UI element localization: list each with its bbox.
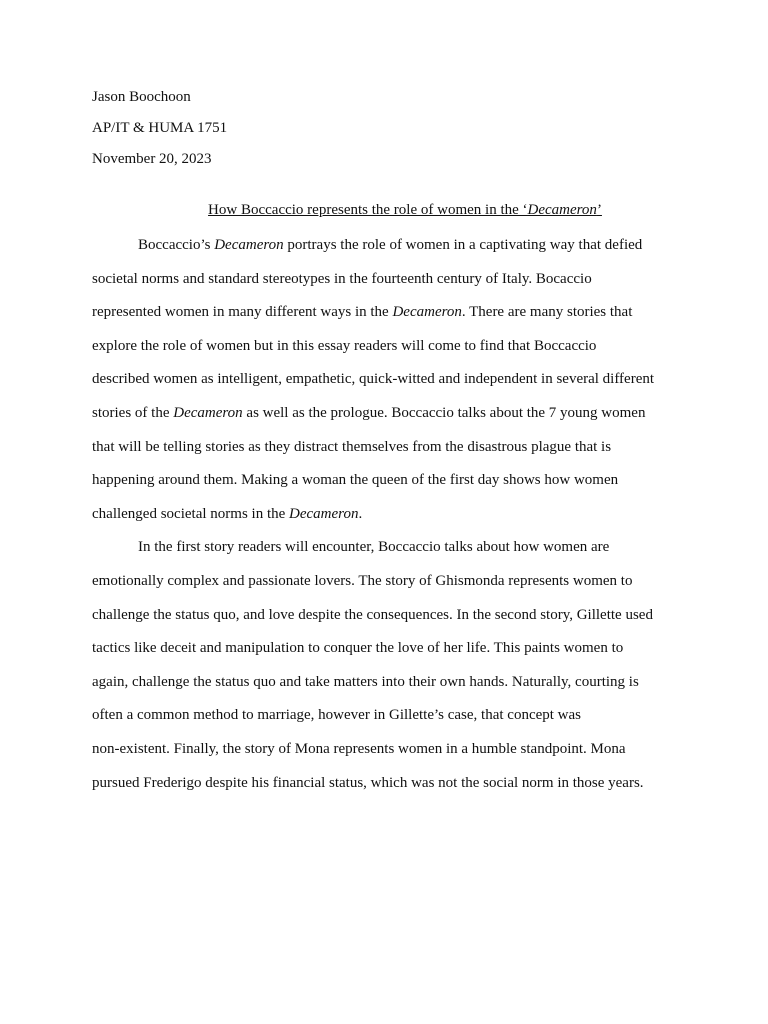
- paragraph-line: [92, 705, 581, 725]
- paragraph-line: [92, 470, 618, 490]
- text-segment: happening around them. Making a woman the queen of the first day shows how women: [92, 472, 619, 489]
- text-segment: portrays the role of women in a captivating way that defied: [283, 237, 643, 253]
- text-segment: often a common method to marriage, however in Gillette’s case, that concept was: [92, 707, 582, 724]
- paragraph-line: [92, 739, 626, 759]
- text-segment: represented women in many different ways in the: [92, 304, 393, 321]
- paragraph-line: [92, 403, 645, 423]
- text-segment: . There are many stories that: [461, 304, 633, 321]
- essay-body: [92, 0, 682, 1024]
- text-segment: described women as intelligent, empathetic, quick-witted and independent in several different: [92, 371, 655, 388]
- paragraph-line: [92, 672, 639, 692]
- text-segment: .: [358, 505, 363, 522]
- text-segment: explore the role of women but in this essay readers will come to find that Boccaccio: [92, 337, 597, 354]
- paragraph-line: [92, 605, 653, 625]
- paragraph-line: [92, 504, 362, 524]
- paragraph-line: [92, 269, 592, 289]
- paragraph-line: [92, 437, 611, 457]
- text-segment: non-existent. Finally, the story of Mona represents women in a humble standpoint. Mona: [92, 741, 626, 757]
- essay-title-prefix: How Boccaccio represents the role of women in the ‘: [208, 202, 528, 218]
- italic-title-reference: Decameron: [392, 304, 462, 321]
- text-segment: pursued Frederigo despite his financial status, which was not the social norm in those years.: [92, 774, 644, 791]
- text-segment: stories of the: [92, 405, 174, 421]
- italic-title-reference: Decameron: [173, 405, 243, 421]
- course-code: AP/IT & HUMA 1751: [92, 120, 228, 136]
- text-segment: societal norms and standard stereotypes in the fourteenth century of Italy. Bocaccio: [92, 270, 592, 287]
- paragraph-first-line: [138, 235, 642, 255]
- text-segment: In the first story readers will encounter, Boccaccio talks about how women are: [138, 539, 610, 556]
- italic-title-reference: Decameron: [289, 505, 359, 522]
- text-segment: again, challenge the status quo and take matters into their own hands. Naturally, courting is: [92, 673, 639, 690]
- essay-title-italic: Decameron: [527, 202, 597, 218]
- paragraph-line: [92, 773, 644, 793]
- text-segment: that will be telling stories as they distract themselves from the disastrous plague that is: [92, 438, 612, 455]
- paragraph-line: [92, 571, 632, 591]
- text-segment: Boccaccio’s: [138, 237, 215, 253]
- paragraph-line: [92, 638, 623, 658]
- essay-date: November 20, 2023: [92, 151, 212, 167]
- essay-title-suffix: ’: [596, 202, 602, 218]
- paragraph-line: [92, 302, 632, 322]
- italic-title-reference: Decameron: [214, 237, 284, 253]
- text-segment: challenged societal norms in the: [92, 505, 290, 522]
- text-segment: tactics like deceit and manipulation to conquer the love of her life. This paints women to: [92, 640, 624, 657]
- paragraph-first-line: [138, 537, 609, 557]
- text-segment: as well as the prologue. Boccaccio talks about the 7 young women: [242, 405, 646, 421]
- text-segment: challenge the status quo, and love despite the consequences. In the second story, Gillette used: [92, 606, 653, 623]
- paragraph-line: [92, 336, 596, 356]
- author-name: Jason Boochoon: [92, 89, 191, 105]
- text-segment: emotionally complex and passionate lovers. The story of Ghismonda represents women to: [92, 573, 633, 589]
- paragraph-line: [92, 369, 654, 389]
